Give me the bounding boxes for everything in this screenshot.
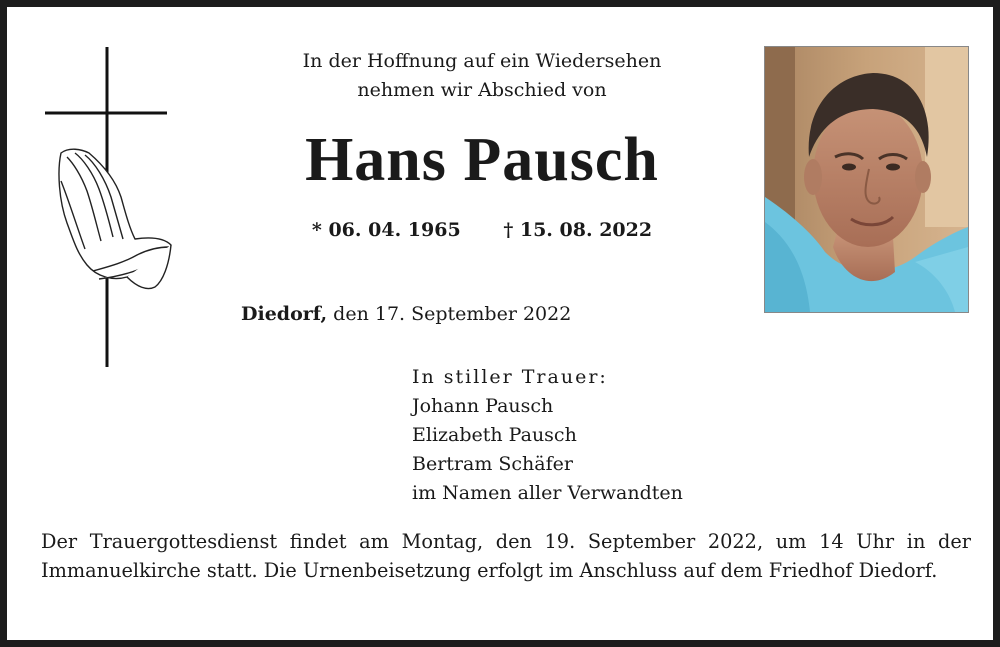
- cross-icon: [37, 41, 177, 371]
- notice-date: den 17. September 2022: [333, 303, 572, 325]
- intro-line-1: In der Hoffnung auf ein Wiedersehen: [302, 50, 662, 72]
- mourner-name: Johann Pausch: [412, 395, 554, 417]
- birth-date: * 06. 04. 1965: [311, 219, 461, 241]
- intro-text: [237, 47, 727, 105]
- mourners-list: [412, 363, 683, 508]
- place-name: Diedorf,: [241, 303, 328, 325]
- place-date: [241, 300, 571, 328]
- mourners-heading: In stiller Trauer:: [412, 366, 608, 388]
- portrait-photo: [764, 46, 969, 313]
- praying-hands-icon: [59, 149, 171, 288]
- service-info: Der Trauergottesdienst findet am Montag, den 19. September 2022, um 14 Uhr in der Immanuelkirche statt. Die Urnenbeisetzung erfolgt im Anschluss auf dem Friedhof Diedorf.: [41, 530, 971, 582]
- mourner-name: Bertram Schäfer: [412, 453, 573, 475]
- life-dates: [237, 216, 727, 244]
- deceased-name: Hans Pausch: [305, 126, 659, 194]
- death-date: † 15. 08. 2022: [503, 219, 653, 241]
- mourner-relatives: im Namen aller Verwandten: [412, 482, 683, 504]
- intro-line-2: nehmen wir Abschied von: [357, 79, 607, 101]
- mourner-name: Elizabeth Pausch: [412, 424, 577, 446]
